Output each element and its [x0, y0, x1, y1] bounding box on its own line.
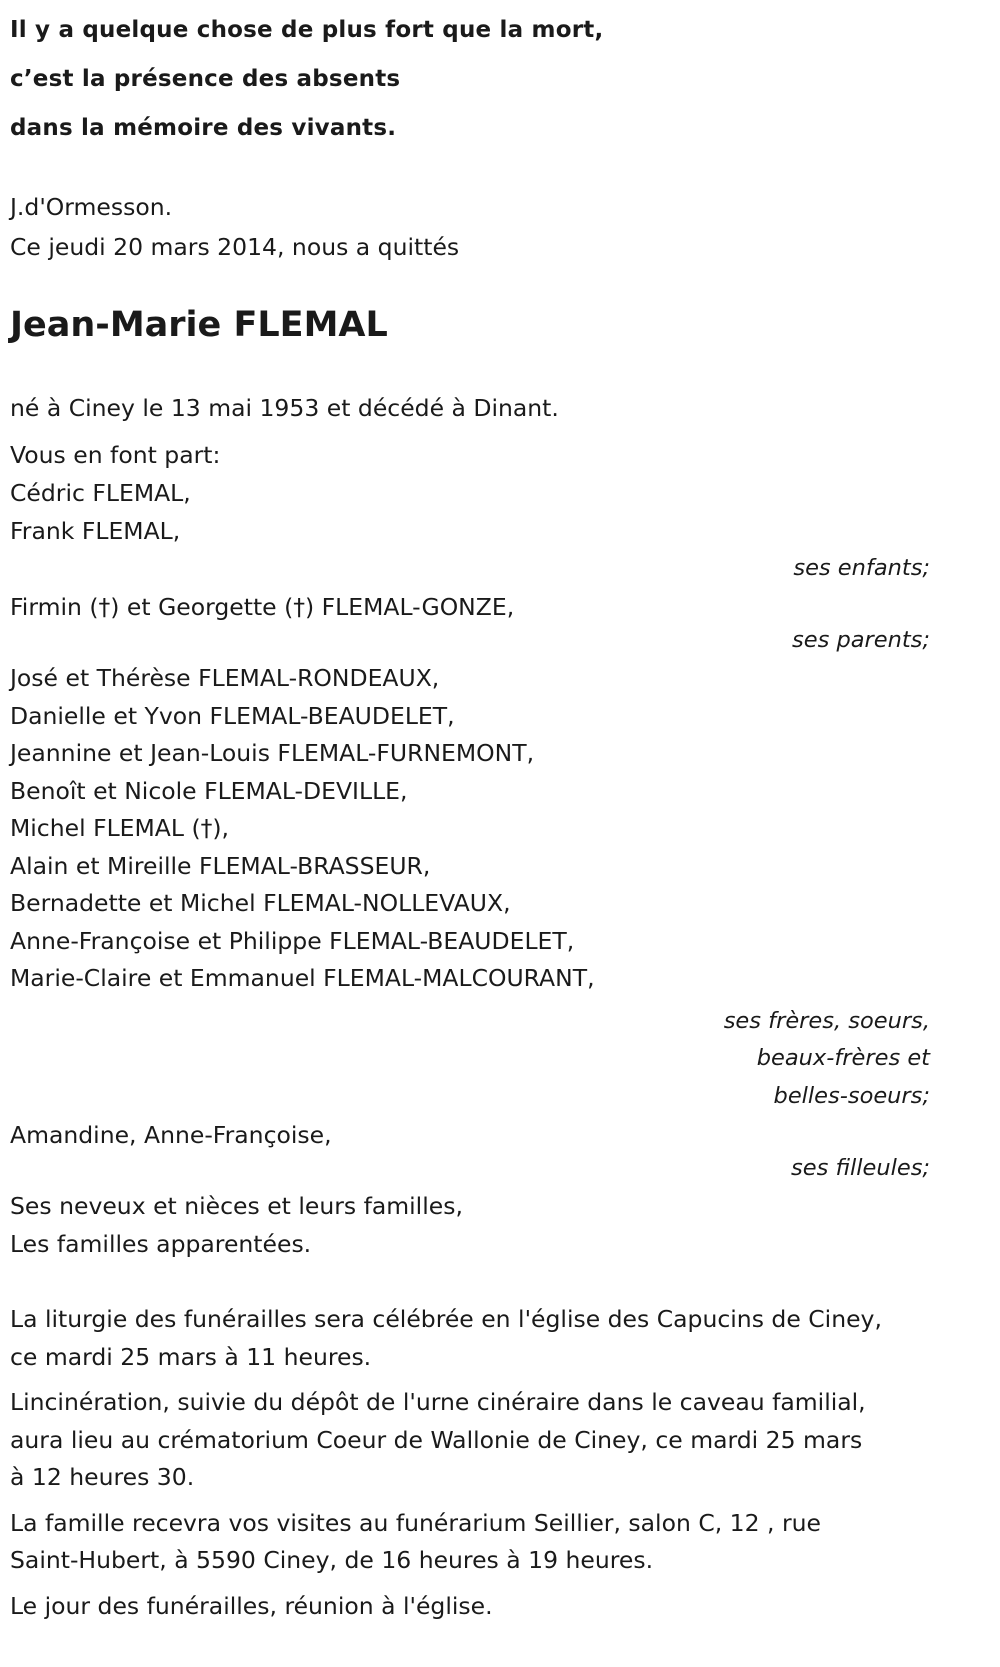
family-member: Danielle et Yvon FLEMAL-BEAUDELET, [10, 701, 455, 730]
ceremony-line: Lincinération, suivie du dépôt de l'urne cinéraire dans le caveau familial, [10, 1388, 866, 1416]
ceremony-line: La famille recevra vos visites au funérarium Seillier, salon C, 12 , rue [10, 1508, 821, 1537]
quote-line: dans la mémoire des vivants. [10, 115, 397, 141]
family-member: Les familles apparentées. [10, 1229, 312, 1258]
obituary-document [10, 0, 930, 1625]
ceremony-paragraph [10, 1384, 930, 1497]
family-member: Alain et Mireille FLEMAL-BRASSEUR, [10, 851, 431, 880]
epigraph-quote [10, 6, 930, 153]
intro-line: Ce jeudi 20 mars 2014, nous a quittés [10, 233, 460, 261]
family-member: Frank FLEMAL, [10, 516, 181, 545]
relation-label: ses parents; [792, 627, 930, 653]
relation-label: ses filleules; [791, 1155, 930, 1181]
deceased-name: Jean-Marie FLEMAL [10, 305, 388, 345]
family-member: Benoît et Nicole FLEMAL-DEVILLE, [10, 776, 408, 805]
ceremony-paragraph [10, 1301, 930, 1376]
children-group [10, 475, 930, 588]
relation-label: belles-soeurs; [773, 1082, 930, 1109]
ceremony-line: aura lieu au crématorium Coeur de Wallonie de Ciney, ce mardi 25 mars [10, 1425, 863, 1454]
relation-label: ses enfants; [793, 555, 930, 581]
parents-group [10, 587, 930, 660]
relation-label: beaux-frères et [756, 1045, 930, 1071]
ceremony-details [10, 1301, 930, 1625]
other-relatives [10, 1188, 930, 1263]
family-member: Bernadette et Michel FLEMAL-NOLLEVAUX, [10, 889, 511, 917]
ceremony-line: La liturgie des funérailles sera célébrée en l'église des Capucins de Ciney, [10, 1305, 882, 1333]
family-member: Amandine, Anne-Françoise, [10, 1121, 332, 1149]
family-member: Michel FLEMAL (†), [10, 814, 230, 842]
birth-death-line: né à Ciney le 13 mai 1953 et décédé à Dinant. [10, 394, 559, 422]
ceremony-line: Saint-Hubert, à 5590 Ciney, de 16 heures à 19 heures. [10, 1546, 654, 1574]
goddaughters-group [10, 1115, 930, 1188]
family-member: Ses neveux et nièces et leurs familles, [10, 1192, 463, 1220]
ceremony-line: ce mardi 25 mars à 11 heures. [10, 1342, 372, 1371]
family-member: Marie-Claire et Emmanuel FLEMAL-MALCOURANT, [10, 964, 595, 992]
quote-line: Il y a quelque chose de plus fort que la mort, [10, 17, 604, 43]
ceremony-line: Le jour des funérailles, réunion à l'église. [10, 1591, 493, 1620]
ceremony-paragraph [10, 1588, 930, 1626]
ceremony-paragraph [10, 1505, 930, 1580]
family-member: José et Thérèse FLEMAL-RONDEAUX, [10, 664, 440, 692]
family-member: Jeannine et Jean-Louis FLEMAL-FURNEMONT, [10, 739, 535, 767]
family-member: Anne-Françoise et Philippe FLEMAL-BEAUDELET, [10, 926, 575, 955]
siblings-group [10, 660, 930, 1115]
quote-line: c’est la présence des absents [10, 66, 401, 92]
family-member: Firmin (†) et Georgette (†) FLEMAL-GONZE, [10, 593, 515, 621]
family-member: Cédric FLEMAL, [10, 479, 191, 507]
quote-author: J.d'Ormesson. [10, 193, 173, 221]
announcement-line: Vous en font part: [10, 441, 221, 469]
ceremony-line: à 12 heures 30. [10, 1463, 195, 1491]
relation-label: ses frères, soeurs, [723, 1007, 930, 1034]
